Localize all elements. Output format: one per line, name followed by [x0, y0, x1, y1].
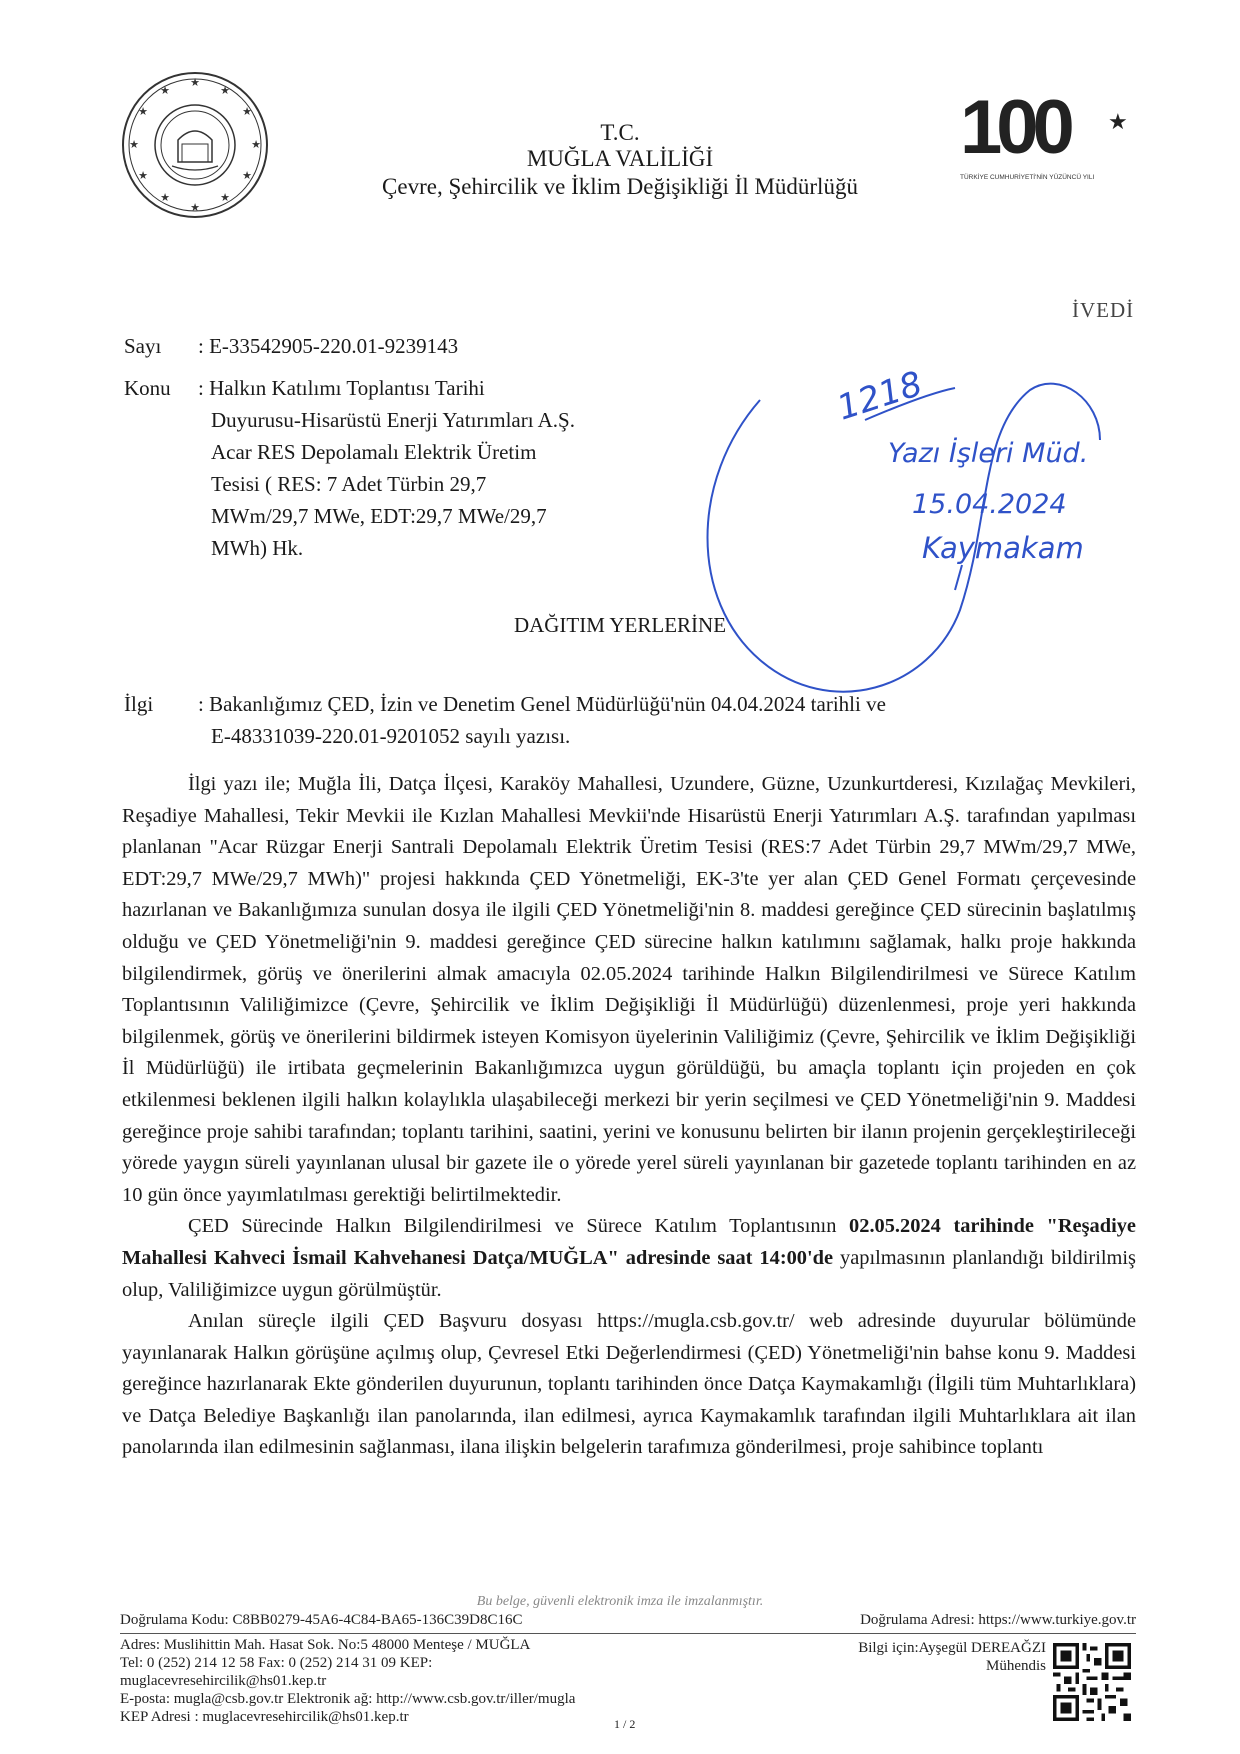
- svg-text:★: ★: [242, 105, 252, 118]
- urgency-label: İVEDİ: [1072, 298, 1135, 322]
- footer-kep-2[interactable]: KEP Adresi : muglacevresehircilik@hs01.kep.tr: [120, 1709, 409, 1725]
- svg-text:★: ★: [129, 138, 139, 151]
- konu-label: Konu: [124, 376, 171, 400]
- annotation-loop: [708, 384, 1101, 692]
- footer-divider: [120, 1633, 1136, 1634]
- ilgi-label: İlgi: [124, 692, 154, 716]
- recipient-heading: DAĞITIM YERLERİNE: [513, 613, 727, 637]
- ministry-seal-icon: [120, 70, 270, 220]
- footer-email[interactable]: E-posta: mugla@csb.gov.tr Elektronik ağ: http://www.csb.gov.tr/iller/mugla: [120, 1691, 576, 1707]
- svg-text:★: ★: [138, 105, 148, 118]
- qr-code-icon: [1053, 1643, 1131, 1721]
- ilgi-line-1: : Bakanlığımız ÇED, İzin ve Denetim Genel Müdürlüğü'nün 04.04.2024 tarihli ve: [198, 692, 886, 716]
- svg-text:★: ★: [190, 76, 200, 89]
- konu-line-4: Tesisi ( RES: 7 Adet Türbin 29,7: [211, 472, 487, 496]
- konu-line-3: Acar RES Depolamalı Elektrik Üretim: [211, 440, 537, 464]
- svg-text:★: ★: [138, 169, 148, 182]
- sayi-label: Sayı: [124, 334, 162, 358]
- header-valilik: MUĞLA VALİLİĞİ: [526, 146, 714, 171]
- annotation-number: 1218: [832, 363, 928, 429]
- svg-text:★: ★: [220, 84, 230, 97]
- footer-phone: Tel: 0 (252) 214 12 58 Fax: 0 (252) 214 31 09 KEP:: [120, 1655, 433, 1671]
- contact-person: Bilgi için:Ayşegül DEREAĞZI: [858, 1640, 1046, 1656]
- svg-text:★: ★: [160, 84, 170, 97]
- body-text: [122, 769, 1136, 1464]
- svg-text:★: ★: [220, 191, 230, 204]
- footer-address: Adres: Muslihittin Mah. Hasat Sok. No:5 48000 Menteşe / MUĞLA: [120, 1637, 531, 1653]
- paragraph-2: [122, 1211, 1136, 1306]
- star-icon: ★: [1108, 110, 1128, 135]
- page-number: 1 / 2: [614, 1717, 636, 1731]
- contact-title: Mühendis: [986, 1658, 1046, 1674]
- centennial-logo-caption: TÜRKİYE CUMHURİYETİ'NİN YÜZÜNCÜ YILI: [960, 174, 1095, 181]
- svg-text:★: ★: [160, 191, 170, 204]
- paragraph-2-end: yapılmasının planlandığı bildirilmiş olup, Valiliğimizce uygun görülmüştür.: [122, 1246, 1136, 1301]
- ilgi-line-2: E-48331039-220.01-9201052 sayılı yazısı.: [211, 724, 571, 748]
- svg-text:★: ★: [242, 169, 252, 182]
- verification-code: Doğrulama Kodu: C8BB0279-45A6-4C84-BA65-136C39D8C16C: [120, 1612, 523, 1628]
- paragraph-3: Anılan süreçle ilgili ÇED Başvuru dosyası https://mugla.csb.gov.tr/ web adresinde duyurular bölümünde yayınlanarak Halkın görüşüne açılmış olup, Çevresel Etki Değerlendirmesi (ÇED) Yönetmeliği'nin bahse konu 9. Maddesi gereğince hazırlanarak Ekte gönderilen duyurunun, toplantı tarihinden önce Datça Kaymakamlığı (İlgili tüm Muhtarlıklara) ve Datça Belediye Başkanlığı ilan panolarında, ilan edilmesi, ayrıca Kaymakamlık tarafından ilgili Muhtarlıklara ait ilan panolarında ilan edilmesinin sağlanması, ilana ilişkin belgelerin tarafımıza gönderilmesi, proje sahibince toplantı: [122, 1310, 1136, 1459]
- centennial-logo-number: 100: [960, 85, 1069, 170]
- paragraph-2-start: ÇED Sürecinde Halkın Bilgilendirilmesi ve Sürece Katılım Toplantısının: [188, 1215, 850, 1238]
- verification-address: Doğrulama Adresi: https://www.turkiye.gov.tr: [860, 1612, 1136, 1628]
- header-directorate: Çevre, Şehircilik ve İklim Değişikliği İl Müdürlüğü: [382, 174, 858, 199]
- konu-line-2: Duyurusu-Hisarüstü Enerji Yatırımları A.Ş.: [211, 408, 575, 432]
- annotation-line-2: 15.04.2024: [912, 489, 1067, 520]
- paragraph-1: İlgi yazı ile; Muğla İli, Datça İlçesi, Karaköy Mahallesi, Uzundere, Güzne, Uzunkurtderesi, Kızılağaç Mevkileri, Reşadiye Mahallesi, Tekir Mevkii ile Kızlan Mahallesi Mevkii'nde Hisarüstü Enerji Yatırımları A.Ş. tarafından yapılması planlanan "Acar Rüzgar Enerji Santrali Depolamalı Elektrik Üretim Tesisi (RES:7 Adet Türbin 29,7 MWm/29,7 MWe, EDT:29,7 MWe/29,7 MWh)" projesi hakkında ÇED Yönetmeliği, EK-3'te yer alan ÇED Genel Formatı çerçevesinde hazırlanan ve Bakanlığımıza sunulan dosya ile ilgili ÇED Yönetmeliği'nin 8. maddesi gereğince ÇED sürecinin başlatılmış olduğu ve ÇED Yönetmeliği'nin 9. maddesi gereğince ÇED sürecine halkın katılımını sağlamak, halkı proje hakkında bilgilendirmek, görüş ve önerilerini almak amacıyla 02.05.2024 tarihinde Halkın Bilgilendirilmesi ve Sürece Katılım Toplantısının Valiliğimizce (Çevre, Şehircilik ve İklim Değişikliği İl Müdürlüğü) düzenlenmesi, proje yeri hakkında bilgilenmek, görüş ve önerilerini bildirmek isteyen Komisyon üyelerinin Valiliğimiz (Çevre, Şehircilik ve İklim Değişikliği İl Müdürlüğü) ile irtibata geçmelerinin Bakanlığımızca uygun görüldüğü, bu amaçla toplantı için projeden en çok etkilenmesi beklenen ilgili halkın kolaylıkla ulaşabileceği merkezi bir yerin seçilmesi ve ÇED Yönetmeliği'nin 9. Maddesi gereğince proje sahibi tarafından; toplantı tarihini, saatini, yerini ve konusunu belirten bir ilanın projenin gerçekleştirileceği yörede yaygın süreli yayınlanan ulusal bir gazete ile o yörede yerel süreli yayınlanan bir gazetede toplantı tarihinden en az 10 gün önce yayımlatılması gerektiği belirtilmektedir.: [122, 773, 1136, 1206]
- header-tc: T.C.: [600, 120, 640, 145]
- konu-line-5: MWm/29,7 MWe, EDT:29,7 MWe/29,7: [211, 504, 547, 528]
- svg-text:★: ★: [251, 138, 261, 151]
- annotation-line-3: Kaymakam: [922, 531, 1084, 565]
- footer-kep-1[interactable]: muglacevresehircilik@hs01.kep.tr: [120, 1673, 327, 1689]
- sayi-value: : E-33542905-220.01-9239143: [198, 334, 459, 358]
- konu-line-1: : Halkın Katılımı Toplantısı Tarihi: [198, 376, 485, 400]
- esign-note: Bu belge, güvenli elektronik imza ile imzalanmıştır.: [476, 1594, 764, 1609]
- svg-text:★: ★: [190, 201, 200, 214]
- meeting-date-location: 02.05.2024 tarihinde "Reşadiye Mahallesi Kahveci İsmail Kahvehanesi Datça/MUĞLA" adresinde saat 14:00'de: [122, 1215, 1136, 1269]
- centennial-logo: [960, 85, 1135, 187]
- annotation-line-1: Yazı İşleri Müd.: [888, 438, 1089, 469]
- konu-line-6: MWh) Hk.: [211, 536, 304, 560]
